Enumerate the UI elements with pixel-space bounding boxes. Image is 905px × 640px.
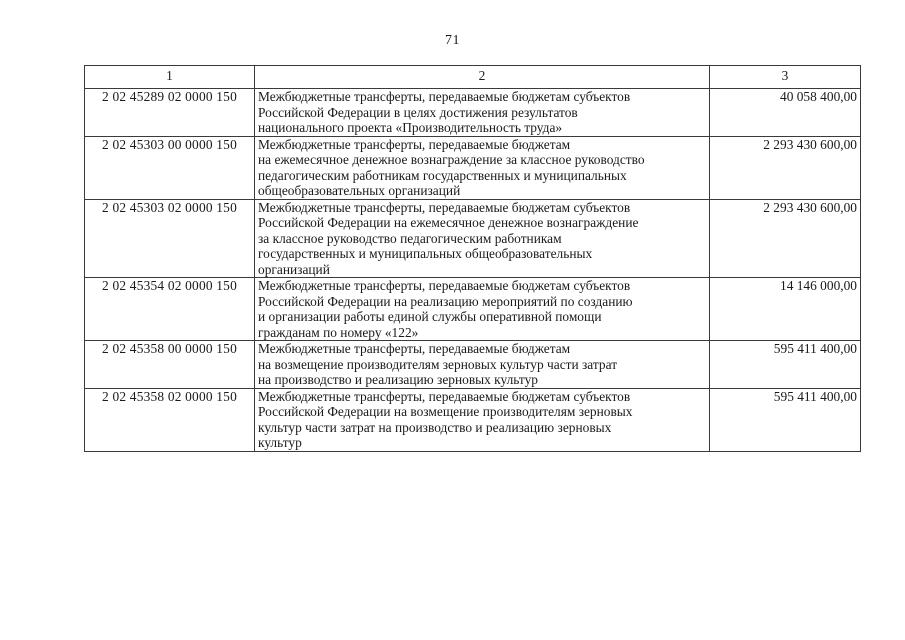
budget-code-cell: 2 02 45358 02 0000 150 (85, 388, 255, 451)
description-cell (255, 341, 710, 389)
description-cell (255, 136, 710, 199)
description-line: на возмещение производителям зерновых культур части затрат (258, 356, 618, 372)
description-line: на производство и реализацию зерновых культур (258, 372, 538, 387)
description-cell (255, 388, 710, 451)
table-row (85, 341, 861, 389)
description-line: за классное руководство педагогическим работникам (258, 230, 562, 246)
description-line: Российской Федерации на возмещение производителям зерновых (258, 404, 633, 419)
description-cell (255, 278, 710, 341)
description-line: государственных и муниципальных общеобразовательных (258, 246, 593, 261)
header-row (85, 66, 861, 89)
header-cell-code: 1 (85, 66, 255, 89)
budget-code-cell: 2 02 45303 02 0000 150 (85, 199, 255, 278)
budget-code-cell: 2 02 45358 00 0000 150 (85, 341, 255, 389)
table-body (85, 89, 861, 452)
table-row (85, 388, 861, 451)
description-line: Российской Федерации в целях достижения результатов (258, 104, 578, 120)
header-cell-description: 2 (255, 66, 710, 89)
table-row (85, 136, 861, 199)
page-number: 71 (445, 33, 460, 48)
amount-cell: 14 146 000,00 (710, 278, 861, 341)
table-row (85, 278, 861, 341)
amount-cell: 595 411 400,00 (710, 388, 861, 451)
description-line: Российской Федерации на ежемесячное денежное вознаграждение (258, 215, 639, 230)
amount-cell: 40 058 400,00 (710, 89, 861, 137)
description-line: национального проекта «Производительность труда» (258, 120, 563, 135)
budget-table (84, 65, 861, 452)
description-line: Межбюджетные трансферты, передаваемые бюджетам субъектов (258, 388, 631, 404)
description-cell (255, 199, 710, 278)
description-line: общеобразовательных организаций (258, 183, 461, 198)
description-line: гражданам по номеру «122» (258, 324, 419, 340)
description-line: Межбюджетные трансферты, передаваемые бюджетам субъектов (258, 199, 631, 215)
table-row (85, 89, 861, 137)
description-cell (255, 89, 710, 137)
budget-code-cell: 2 02 45354 02 0000 150 (85, 278, 255, 341)
table-row (85, 199, 861, 278)
description-line: педагогическим работникам государственных и муниципальных (258, 167, 627, 183)
table-header (85, 66, 861, 89)
description-line: Межбюджетные трансферты, передаваемые бюджетам (258, 136, 571, 152)
description-line: на ежемесячное денежное вознаграждение за классное руководство (258, 152, 645, 167)
description-line: Межбюджетные трансферты, передаваемые бюджетам (258, 341, 571, 356)
amount-cell: 2 293 430 600,00 (710, 199, 861, 278)
amount-cell: 2 293 430 600,00 (710, 136, 861, 199)
description-line: Межбюджетные трансферты, передаваемые бюджетам субъектов (258, 89, 631, 104)
budget-code-cell: 2 02 45303 00 0000 150 (85, 136, 255, 199)
budget-code-cell: 2 02 45289 02 0000 150 (85, 89, 255, 137)
description-line: Российской Федерации на реализацию мероприятий по созданию (258, 293, 633, 309)
description-line: организаций (258, 261, 330, 277)
description-line: культур (258, 435, 302, 450)
description-line: Межбюджетные трансферты, передаваемые бюджетам субъектов (258, 278, 631, 293)
amount-cell: 595 411 400,00 (710, 341, 861, 389)
description-line: культур части затрат на производство и реализацию зерновых (258, 419, 612, 435)
description-line: и организации работы единой службы оперативной помощи (258, 309, 602, 324)
header-cell-amount: 3 (710, 66, 861, 89)
